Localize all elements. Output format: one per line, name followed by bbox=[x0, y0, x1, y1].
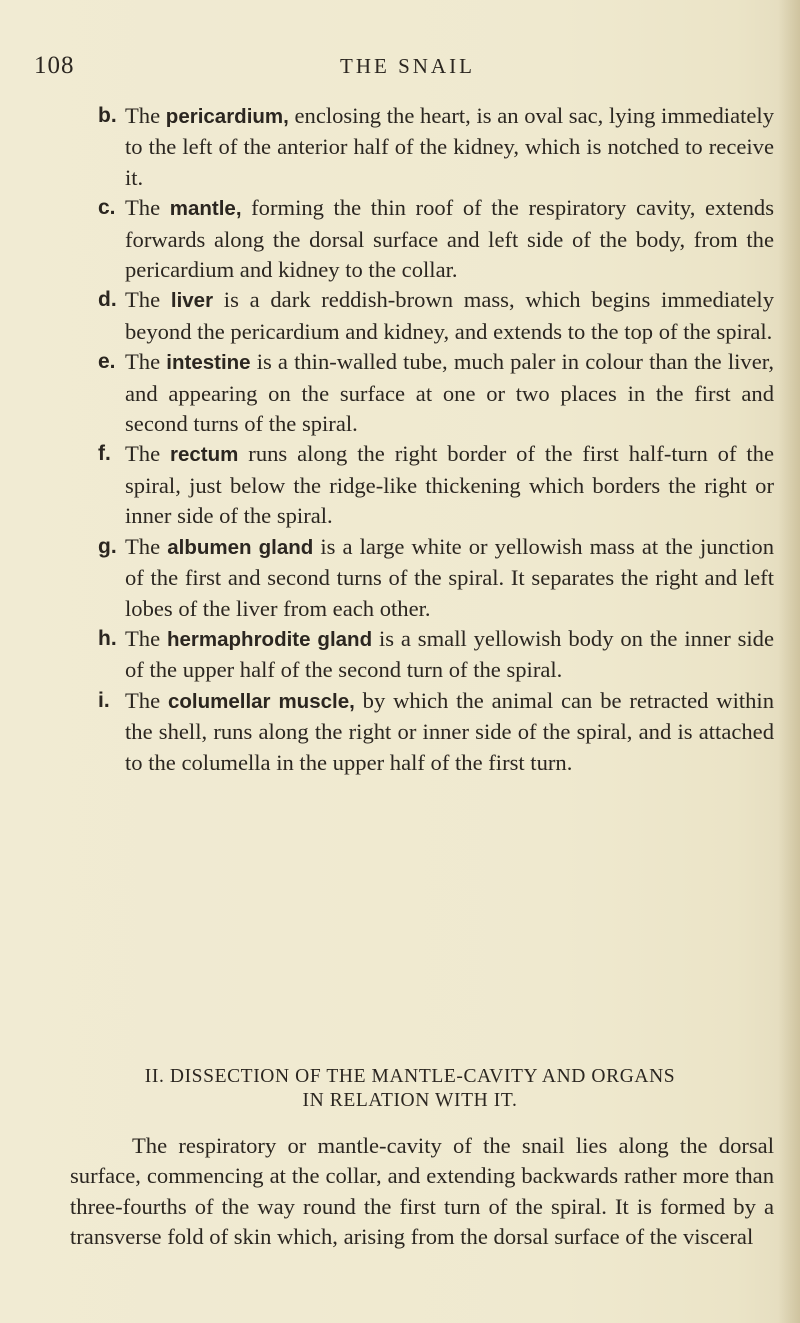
item-text: is a thin-walled tube, much paler in colour than the liver, and appearing on the surface at one or two places in the first and second turns of the spiral. bbox=[125, 349, 775, 437]
item-letter: c. bbox=[98, 196, 116, 220]
item-text-lead: The bbox=[125, 441, 171, 467]
item-text-lead: The bbox=[125, 533, 168, 559]
item-term: rectum bbox=[170, 443, 239, 467]
section-heading bbox=[60, 1065, 760, 1113]
item-text: runs along the right border of the first half-turn of the spiral, just below the ridge-like thickening which borders the right or inner side of the spiral. bbox=[125, 441, 774, 529]
section-heading-line-2: IN RELATION WITH IT. bbox=[302, 1090, 518, 1111]
body-paragraph: The respiratory or mantle-cavity of the snail lies along the dorsal surface, commencing at the collar, and extending backwards rather more than three-fourths of the way round the first turn of the spiral. It is formed by a transverse fold of skin which, arising from the dorsal surface of the visceral bbox=[70, 1133, 774, 1250]
item-text: is a small yellowish body on the inner side of the upper half of the second turn of the spiral. bbox=[125, 625, 774, 683]
list-item bbox=[98, 101, 774, 193]
item-text-lead: The bbox=[125, 349, 167, 375]
item-text: forming the thin roof of the respiratory cavity, extends forwards along the dorsal surface and left side of the body, from the pericardium and kidney to the collar. bbox=[125, 195, 774, 283]
item-letter: b. bbox=[98, 104, 117, 127]
section-heading-line-1: II. DISSECTION OF THE MANTLE-CAVITY AND ORGANS bbox=[144, 1066, 676, 1087]
list-item bbox=[98, 532, 774, 624]
running-head: THE SNAIL bbox=[340, 54, 475, 78]
item-text: by which the animal can be retracted within the shell, runs along the right or inner side of the spiral, and is attached to the columella in the upper half of the first turn. bbox=[125, 687, 774, 775]
item-letter: d. bbox=[98, 288, 117, 312]
list-item bbox=[98, 285, 774, 347]
item-term: liver bbox=[170, 289, 214, 313]
item-text-lead: The bbox=[125, 103, 166, 128]
item-letter: f. bbox=[98, 442, 111, 466]
item-letter: h. bbox=[98, 626, 117, 650]
item-term: pericardium, bbox=[165, 105, 289, 128]
item-text: enclosing the heart, is an oval sac, lying immediately to the left of the anterior half of the kidney, which is notched to receive it. bbox=[125, 103, 774, 190]
item-text-lead: The bbox=[125, 687, 168, 713]
page-edge-shadow bbox=[778, 0, 800, 1323]
list-item bbox=[98, 347, 774, 439]
item-text: is a dark reddish-brown mass, which begins immediately beyond the pericardium and kidney, and extends to the top of the spiral. bbox=[125, 287, 774, 344]
item-letter: g. bbox=[98, 534, 117, 558]
item-text: is a large white or yellowish mass at the junction of the first and second turns of the spiral. It separates the right and left lobes of the liver from each other. bbox=[125, 533, 774, 621]
page-header bbox=[0, 52, 800, 86]
list-item bbox=[98, 686, 774, 778]
organ-list bbox=[98, 101, 774, 778]
item-term: intestine bbox=[166, 351, 251, 375]
item-term: columellar muscle, bbox=[168, 689, 355, 713]
item-text-lead: The bbox=[125, 195, 170, 221]
page-number: 108 bbox=[34, 52, 75, 79]
item-text-lead: The bbox=[125, 625, 167, 651]
list-item bbox=[98, 193, 774, 285]
item-letter: i. bbox=[98, 688, 110, 712]
item-term: mantle, bbox=[169, 197, 242, 221]
list-item bbox=[98, 439, 774, 531]
item-text-lead: The bbox=[125, 287, 171, 313]
item-term: hermaphrodite gland bbox=[167, 627, 373, 651]
item-letter: e. bbox=[98, 350, 116, 374]
item-term: albumen gland bbox=[167, 535, 314, 559]
list-item bbox=[98, 624, 774, 686]
